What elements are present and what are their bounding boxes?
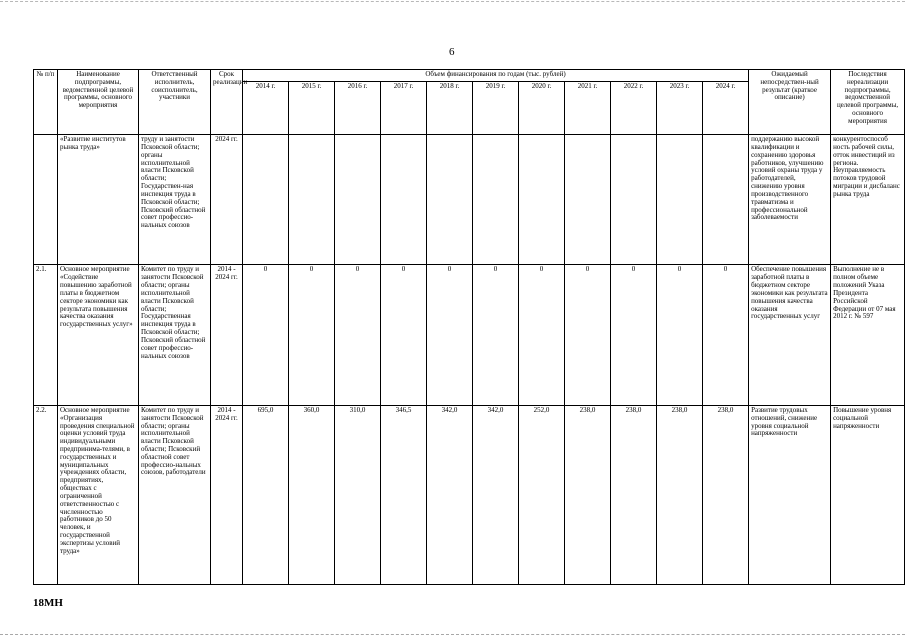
table-row-2-1 xyxy=(34,265,905,405)
header-executor: Ответственный исполнитель, соисполнитель, участники xyxy=(139,70,211,135)
row-result: поддержанию высокой квалификации и сохранению здоровья работников, улучшению условий охраны труда у работодателей, снижению уровня производственного травматизма и профессиональной заболеваемости xyxy=(749,135,831,265)
row-term: 2014 - 2024 гг. xyxy=(211,265,243,405)
header-year-2024: 2024 г. xyxy=(703,82,749,135)
row-value-2014 xyxy=(243,135,289,265)
row-value-2021: 0 xyxy=(565,265,611,405)
row-value-2023 xyxy=(657,135,703,265)
document-code: 18МН xyxy=(33,597,63,609)
row-name: «Развитие институтов рынка труда» xyxy=(58,135,139,265)
row-value-2019 xyxy=(473,135,519,265)
table-row-2-2 xyxy=(34,405,905,584)
row-name: Основное мероприятие «Содействие повышению заработной платы в бюджетном секторе экономики как результата повышения качества оказания государственных услуг» xyxy=(58,265,139,405)
row-value-2024: 0 xyxy=(703,265,749,405)
header-year-2019: 2019 г. xyxy=(473,82,519,135)
row-executor: труду и занятости Псковской области; органы исполнительной власти Псковской области; Государствен-ная инспекция труда в Псковской области; Псковский областной совет профессио-нальных союзов xyxy=(139,135,211,265)
row-value-2017: 0 xyxy=(381,265,427,405)
header-name: Наименование подпрограммы, ведомственной целевой программы, основного мероприятия xyxy=(58,70,139,135)
row-value-2019: 342,0 xyxy=(473,405,519,584)
row-value-2016: 0 xyxy=(335,265,381,405)
row-term: 2014 - 2024 гг. xyxy=(211,405,243,584)
header-year-2014: 2014 г. xyxy=(243,82,289,135)
header-year-2022: 2022 г. xyxy=(611,82,657,135)
row-value-2020 xyxy=(519,135,565,265)
scan-artifact-bottom xyxy=(0,634,905,635)
header-year-2023: 2023 г. xyxy=(657,82,703,135)
header-result: Ожидаемый непосредствен-ный результат (краткое описание) xyxy=(749,70,831,135)
row-value-2023: 0 xyxy=(657,265,703,405)
header-num: № п/п xyxy=(34,70,58,135)
program-table xyxy=(33,69,905,585)
row-result: Развитие трудовых отношений, снижение уровня социальной напряженности xyxy=(749,405,831,584)
row-executor: Комитет по труду и занятости Псковской области; органы исполнительной власти Псковской области; Псковский областной совет профессио-нальных союзов, работодатели xyxy=(139,405,211,584)
row-value-2016: 310,0 xyxy=(335,405,381,584)
header-funding: Объем финансирования по годам (тыс. рублей) xyxy=(243,70,749,82)
row-consequence: конкурентоспособ ность рабочей силы, отток инвестиций из региона. Неуправляемость потоков трудовой миграции и дисбаланс рынка труда xyxy=(831,135,905,265)
row-value-2016 xyxy=(335,135,381,265)
row-value-2021: 238,0 xyxy=(565,405,611,584)
row-value-2014: 0 xyxy=(243,265,289,405)
header-year-2018: 2018 г. xyxy=(427,82,473,135)
page-number: 6 xyxy=(449,46,455,58)
row-num: 2.1. xyxy=(34,265,58,405)
row-value-2018: 0 xyxy=(427,265,473,405)
row-value-2017 xyxy=(381,135,427,265)
header-year-2021: 2021 г. xyxy=(565,82,611,135)
row-name: Основное мероприятие «Организация проведения специальной оценки условий труда индивидуальными предпринима-телями, в государственных и муниципальных учреждениях области, предприятиях, обществах с ограниченной ответственностью с численностью работников до 50 человек, и государственной экспертизы условий труда» xyxy=(58,405,139,584)
row-value-2018: 342,0 xyxy=(427,405,473,584)
header-year-2020: 2020 г. xyxy=(519,82,565,135)
table-row-continuation xyxy=(34,135,905,265)
row-value-2014: 695,0 xyxy=(243,405,289,584)
row-value-2015: 0 xyxy=(289,265,335,405)
row-value-2022: 238,0 xyxy=(611,405,657,584)
header-consequence: Последствия нереализации подпрограммы, ведомственной целевой программы, основного мероприятия xyxy=(831,70,905,135)
header-term: Срок реализации xyxy=(211,70,243,135)
row-result: Обеспечение повышения заработной платы в бюджетном секторе экономики как результата повышения качества оказания государственных услуг xyxy=(749,265,831,405)
header-year-2017: 2017 г. xyxy=(381,82,427,135)
row-value-2018 xyxy=(427,135,473,265)
row-value-2020: 252,0 xyxy=(519,405,565,584)
row-consequence: Выполнение не в полном объеме положений Указа Президента Российской Федерации от 07 мая 2012 г. № 597 xyxy=(831,265,905,405)
row-value-2022: 0 xyxy=(611,265,657,405)
row-term: 2024 гг. xyxy=(211,135,243,265)
row-value-2023: 238,0 xyxy=(657,405,703,584)
row-num: 2.2. xyxy=(34,405,58,584)
row-consequence: Повышение уровня социальной напряженности xyxy=(831,405,905,584)
row-value-2022 xyxy=(611,135,657,265)
scan-artifact-top xyxy=(0,1,905,2)
row-value-2017: 346,5 xyxy=(381,405,427,584)
row-value-2021 xyxy=(565,135,611,265)
row-value-2024: 238,0 xyxy=(703,405,749,584)
header-row-1 xyxy=(34,70,905,82)
row-value-2015 xyxy=(289,135,335,265)
row-executor: Комитет по труду и занятости Псковской области; органы исполнительной власти Псковской области; Государственная инспекция труда в Псковской области; Псковский областной совет профессио-нальных союзов xyxy=(139,265,211,405)
row-num xyxy=(34,135,58,265)
header-year-2015: 2015 г. xyxy=(289,82,335,135)
row-value-2019: 0 xyxy=(473,265,519,405)
row-value-2015: 360,0 xyxy=(289,405,335,584)
row-value-2024 xyxy=(703,135,749,265)
header-year-2016: 2016 г. xyxy=(335,82,381,135)
row-value-2020: 0 xyxy=(519,265,565,405)
